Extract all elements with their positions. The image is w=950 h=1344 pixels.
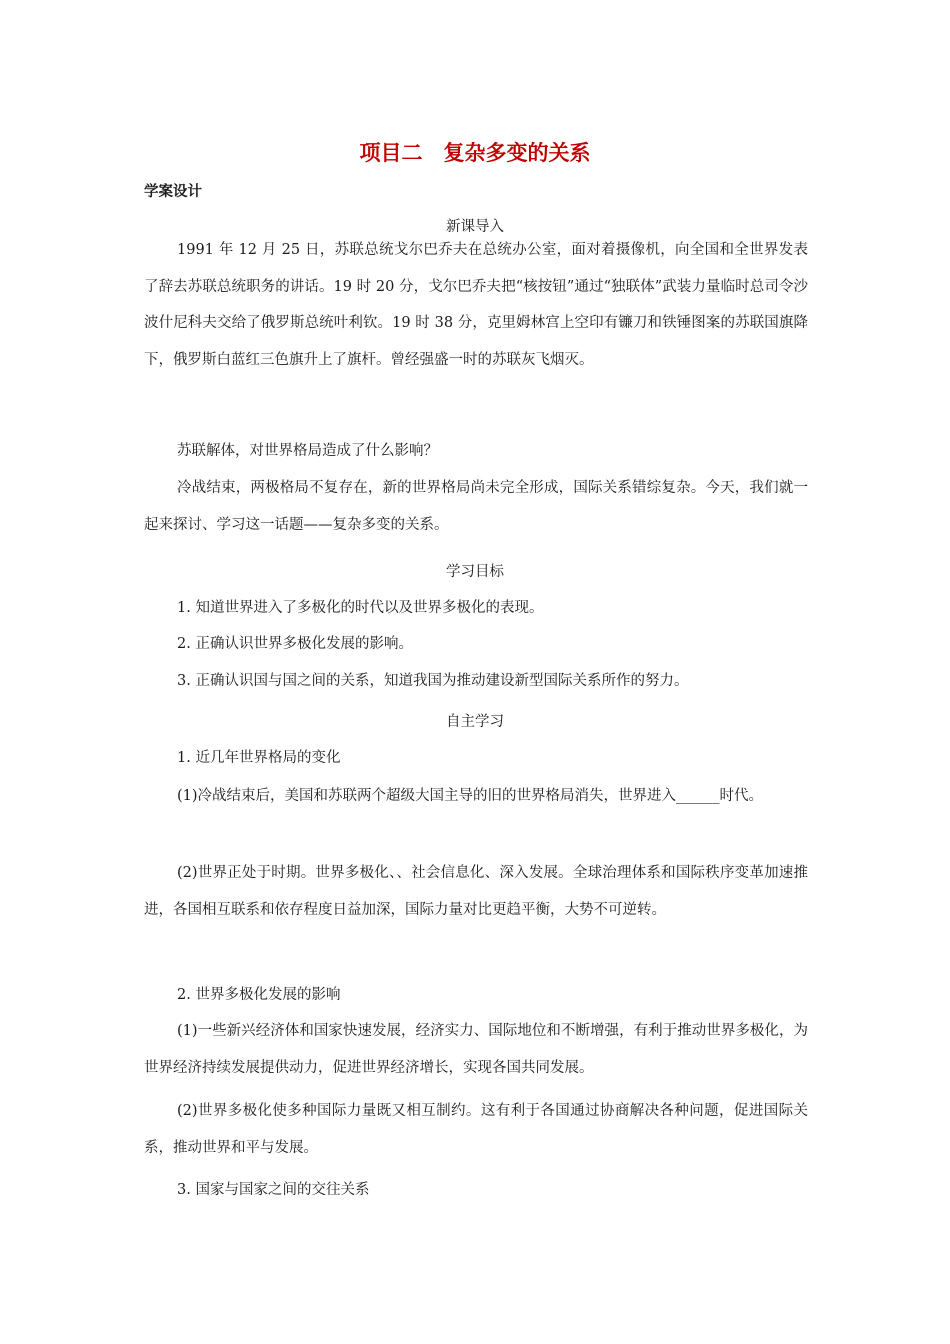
question-paragraph: 苏联解体，对世界格局造成了什么影响？ [177, 443, 438, 459]
heading-objectives: 学习目标 [446, 564, 504, 580]
objective-item: 3. 正确认识国与国之间的关系，知道我国为推动建设新型国际关系所作的努力。 [177, 673, 689, 689]
section-label: 学案设计 [144, 184, 202, 200]
heading-self-study: 自主学习 [446, 714, 504, 730]
section1-title: 1. 近几年世界格局的变化 [177, 750, 341, 766]
section2-paragraph: (2)世界多极化使多种国际力量既又相互制约。这有利于各国通过协商解决各种问题，促进国际关系，推动世界和平与发展。 [144, 1103, 808, 1156]
page-title: 项目二 复杂多变的关系 [359, 141, 591, 165]
heading-new-lesson: 新课导入 [446, 219, 504, 235]
objective-item: 1. 知道世界进入了多极化的时代以及世界多极化的表现。 [177, 600, 544, 616]
section2-title: 2. 世界多极化发展的影响 [177, 987, 341, 1003]
section2-paragraph: (1)一些新兴经济体和国家快速发展，经济实力、国际地位和不断增强，有利于推动世界多极化，为世界经济持续发展提供动力，促进世界经济增长，实现各国共同发展。 [144, 1023, 808, 1076]
section1-paragraph: (1)冷战结束后，美国和苏联两个超级大国主导的旧的世界格局消失，世界进入______时代。 [177, 788, 764, 804]
section1-paragraph: (2)世界正处于时期。世界多极化、、社会信息化、深入发展。全球治理体系和国际秩序变革加速推进，各国相互联系和依存程度日益加深，国际力量对比更趋平衡，大势不可逆转。 [144, 865, 808, 918]
transition-paragraph: 冷战结束，两极格局不复存在，新的世界格局尚未完全形成，国际关系错综复杂。今天，我们就一起来探讨、学习这一话题——复杂多变的关系。 [144, 480, 808, 533]
objective-item: 2. 正确认识世界多极化发展的影响。 [177, 636, 413, 652]
intro-paragraph: 1991 年 12 月 25 日，苏联总统戈尔巴乔夫在总统办公室，面对着摄像机，向全国和全世界发表了辞去苏联总统职务的讲话。19 时 20 分，戈尔巴乔夫把“核按钮”通过“独联体”武装力量临时总司令沙波什尼科夫交给了俄罗斯总统叶利钦。19 时 38 分，克里姆林宫上空印有镰刀和铁锤图案的苏联国旗降下，俄罗斯白蓝红三色旗升上了旗杆。曾经强盛一时的苏联灰飞烟灭。 [144, 242, 808, 368]
section3-title: 3. 国家与国家之间的交往关系 [177, 1182, 370, 1198]
